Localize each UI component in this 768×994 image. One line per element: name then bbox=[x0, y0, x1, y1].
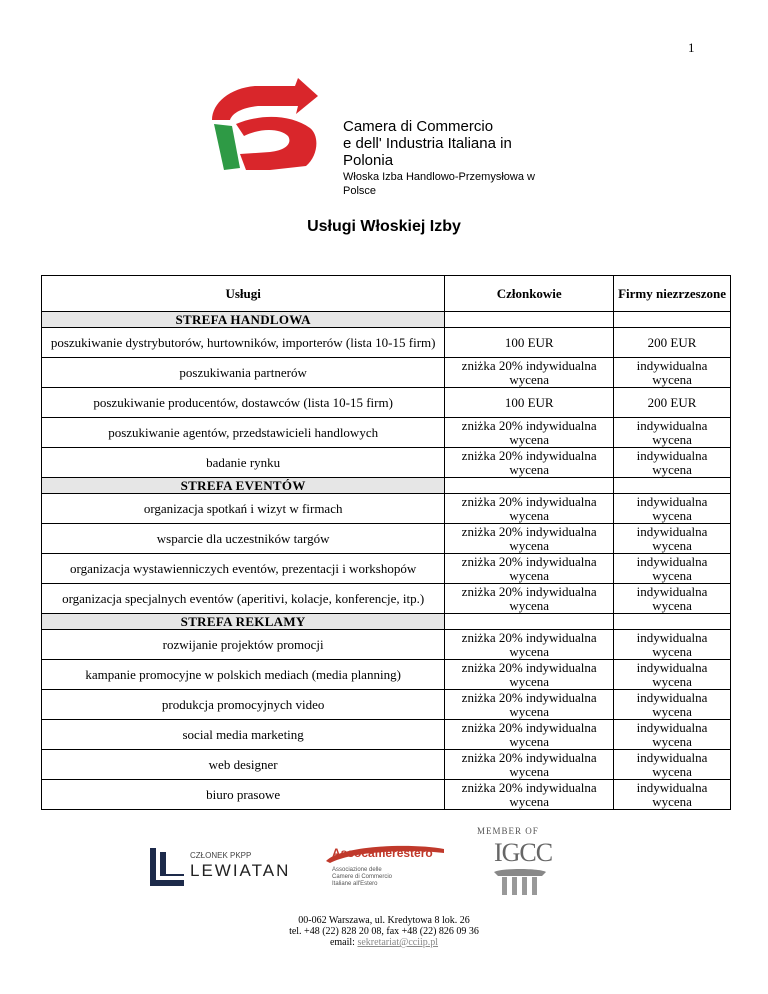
section-row bbox=[42, 312, 731, 328]
section-empty-cell bbox=[614, 312, 731, 328]
igcc-text: IGCC bbox=[494, 838, 553, 867]
table-row bbox=[42, 690, 731, 720]
lewiatan-logo bbox=[148, 846, 291, 890]
non-members-price-cell: indywidualna wycena bbox=[614, 584, 731, 614]
members-price-cell: zniżka 20% indywidualna wycena bbox=[445, 358, 614, 388]
table-row bbox=[42, 750, 731, 780]
logo-line-1: Camera di Commercio bbox=[343, 118, 494, 135]
service-cell: poszukiwanie producentów, dostawców (lista 10-15 firm) bbox=[42, 388, 445, 418]
table-row bbox=[42, 584, 731, 614]
non-members-price-cell: 200 EUR bbox=[614, 388, 731, 418]
section-row bbox=[42, 478, 731, 494]
service-cell: web designer bbox=[42, 750, 445, 780]
members-price-cell: zniżka 20% indywidualna wycena bbox=[445, 720, 614, 750]
table-row bbox=[42, 418, 731, 448]
service-cell: poszukiwanie agentów, przedstawicieli handlowych bbox=[42, 418, 445, 448]
section-title: STREFA HANDLOWA bbox=[42, 312, 445, 328]
assocamerestero-text: Assocamerestero bbox=[332, 846, 433, 860]
lewiatan-text: LEWIATAN bbox=[190, 861, 291, 880]
assocamerestero-logo bbox=[322, 843, 447, 903]
members-price-cell: zniżka 20% indywidualna wycena bbox=[445, 630, 614, 660]
table-row bbox=[42, 524, 731, 554]
table-row bbox=[42, 448, 731, 478]
service-cell: organizacja wystawienniczych eventów, prezentacji i workshopów bbox=[42, 554, 445, 584]
assocamerestero-subtext: Associazione delle Camere di Commercio Italiane all'Estero bbox=[332, 867, 393, 887]
non-members-price-cell: 200 EUR bbox=[614, 328, 731, 358]
members-price-cell: zniżka 20% indywidualna wycena bbox=[445, 780, 614, 810]
logo-line-2: e dell' Industria Italiana in Polonia bbox=[343, 135, 512, 169]
section-row bbox=[42, 614, 731, 630]
header-members: Członkowie bbox=[445, 276, 614, 312]
table-body bbox=[42, 312, 731, 810]
table-row bbox=[42, 780, 731, 810]
non-members-price-cell: indywidualna wycena bbox=[614, 524, 731, 554]
service-cell: badanie rynku bbox=[42, 448, 445, 478]
non-members-price-cell: indywidualna wycena bbox=[614, 554, 731, 584]
members-price-cell: zniżka 20% indywidualna wycena bbox=[445, 448, 614, 478]
non-members-price-cell: indywidualna wycena bbox=[614, 720, 731, 750]
header-non-members: Firmy niezrzeszone bbox=[614, 276, 731, 312]
footer-phone: tel. +48 (22) 828 20 08, fax +48 (22) 826 09 36 bbox=[289, 926, 479, 937]
members-price-cell: zniżka 20% indywidualna wycena bbox=[445, 524, 614, 554]
table-row bbox=[42, 554, 731, 584]
members-price-cell: 100 EUR bbox=[445, 388, 614, 418]
non-members-price-cell: indywidualna wycena bbox=[614, 660, 731, 690]
footer bbox=[0, 915, 768, 948]
section-empty-cell bbox=[445, 312, 614, 328]
section-empty-cell bbox=[614, 614, 731, 630]
table-row bbox=[42, 720, 731, 750]
non-members-price-cell: indywidualna wycena bbox=[614, 494, 731, 524]
service-cell: organizacja spotkań i wizyt w firmach bbox=[42, 494, 445, 524]
section-title: STREFA REKLAMY bbox=[42, 614, 445, 630]
service-cell: poszukiwanie dystrybutorów, hurtowników, importerów (lista 10-15 firm) bbox=[42, 328, 445, 358]
footer-email-label: email: bbox=[329, 937, 358, 948]
igcc-logo bbox=[490, 838, 553, 898]
page-title: Usługi Włoskiej Izby bbox=[307, 218, 461, 235]
non-members-price-cell: indywidualna wycena bbox=[614, 630, 731, 660]
section-empty-cell bbox=[445, 614, 614, 630]
members-price-cell: zniżka 20% indywidualna wycena bbox=[445, 494, 614, 524]
header-services: Usługi bbox=[42, 276, 445, 312]
chamber-logo bbox=[210, 78, 560, 197]
table-row bbox=[42, 388, 731, 418]
lewiatan-small-text: CZŁONEK PKPP bbox=[190, 851, 252, 860]
service-cell: organizacja specjalnych eventów (aperitivi, kolacje, konferencje, itp.) bbox=[42, 584, 445, 614]
service-cell: produkcja promocyjnych video bbox=[42, 690, 445, 720]
service-cell: rozwijanie projektów promocji bbox=[42, 630, 445, 660]
members-price-cell: zniżka 20% indywidualna wycena bbox=[445, 418, 614, 448]
table-row bbox=[42, 630, 731, 660]
section-title: STREFA EVENTÓW bbox=[42, 478, 445, 494]
members-price-cell: zniżka 20% indywidualna wycena bbox=[445, 584, 614, 614]
non-members-price-cell: indywidualna wycena bbox=[614, 418, 731, 448]
footer-address: 00-062 Warszawa, ul. Kredytowa 8 lok. 26 bbox=[298, 915, 470, 926]
lewiatan-emblem-icon bbox=[148, 846, 188, 888]
non-members-price-cell: indywidualna wycena bbox=[614, 750, 731, 780]
non-members-price-cell: indywidualna wycena bbox=[614, 690, 731, 720]
table-row bbox=[42, 660, 731, 690]
footer-email-line bbox=[0, 937, 768, 948]
table-row bbox=[42, 494, 731, 524]
service-cell: wsparcie dla uczestników targów bbox=[42, 524, 445, 554]
service-cell: social media marketing bbox=[42, 720, 445, 750]
non-members-price-cell: indywidualna wycena bbox=[614, 780, 731, 810]
table-row bbox=[42, 358, 731, 388]
igcc-column-icon bbox=[490, 868, 550, 898]
members-price-cell: zniżka 20% indywidualna wycena bbox=[445, 690, 614, 720]
non-members-price-cell: indywidualna wycena bbox=[614, 358, 731, 388]
service-cell: biuro prasowe bbox=[42, 780, 445, 810]
members-price-cell: zniżka 20% indywidualna wycena bbox=[445, 660, 614, 690]
section-empty-cell bbox=[614, 478, 731, 494]
services-table bbox=[41, 275, 731, 810]
page-number: 1 bbox=[688, 40, 695, 55]
members-price-cell: zniżka 20% indywidualna wycena bbox=[445, 554, 614, 584]
non-members-price-cell: indywidualna wycena bbox=[614, 448, 731, 478]
member-of-label: MEMBER OF bbox=[477, 826, 539, 836]
service-cell: poszukiwania partnerów bbox=[42, 358, 445, 388]
service-cell: kampanie promocyjne w polskich mediach (media planning) bbox=[42, 660, 445, 690]
members-price-cell: zniżka 20% indywidualna wycena bbox=[445, 750, 614, 780]
section-empty-cell bbox=[445, 478, 614, 494]
logo-line-3: Włoska Izba Handlowo-Przemysłowa w Polsce bbox=[343, 171, 535, 197]
members-price-cell: 100 EUR bbox=[445, 328, 614, 358]
table-row bbox=[42, 328, 731, 358]
table-header-row bbox=[42, 276, 731, 312]
chamber-emblem-icon bbox=[210, 78, 340, 173]
footer-email-link[interactable]: sekretariat@cciip.pl bbox=[357, 937, 439, 948]
